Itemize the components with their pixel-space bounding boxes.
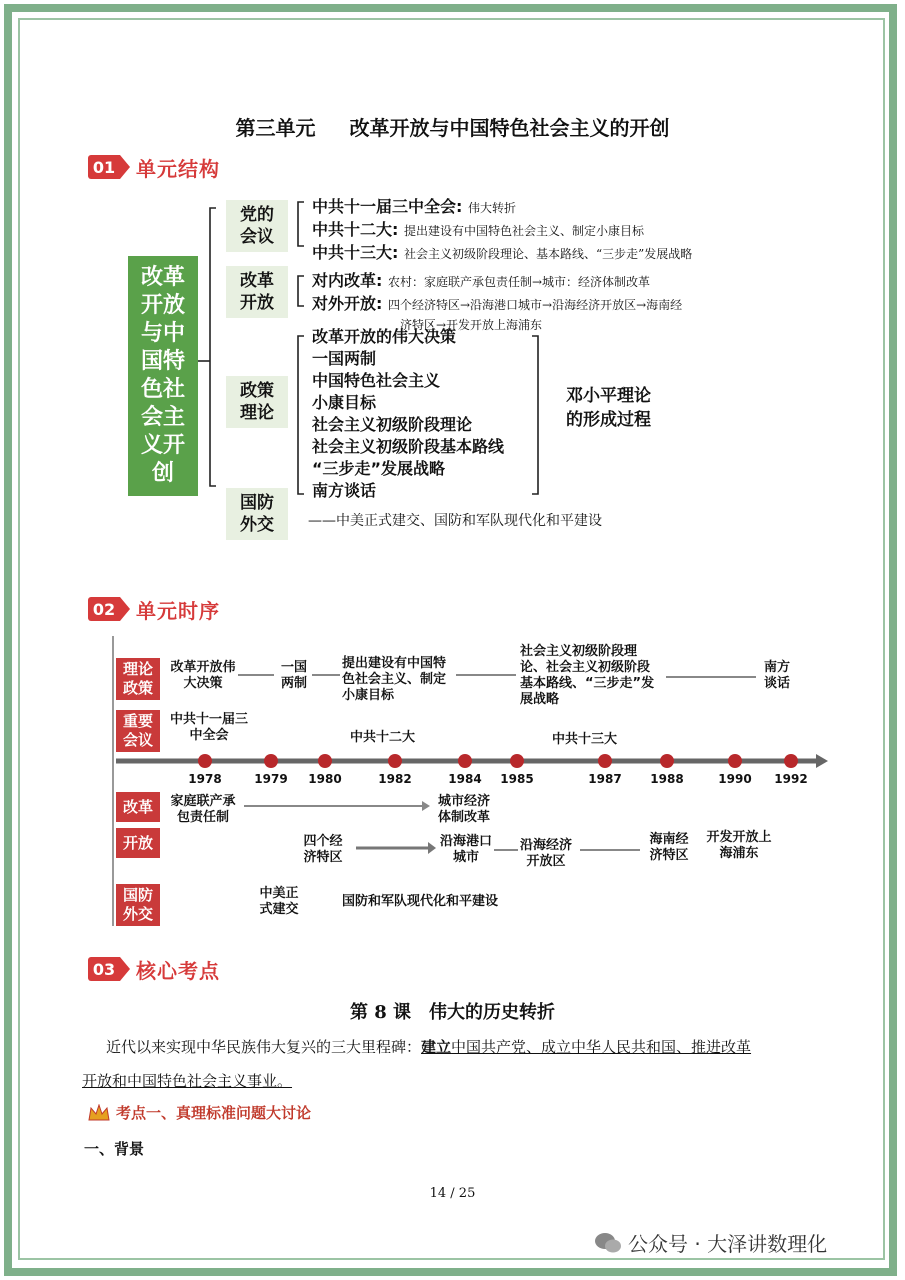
page-title <box>0 112 905 141</box>
year-label: 1979 <box>254 772 288 786</box>
list-item: 小康目标 <box>312 393 377 412</box>
timeline-event: 提出建设有中国特色社会主义、制定小康目标 <box>342 656 447 703</box>
year-marker <box>660 754 674 768</box>
reform-opening-list <box>312 270 682 334</box>
year-marker <box>784 754 798 768</box>
policy-theory-list <box>312 326 504 502</box>
year-label: 1984 <box>448 772 482 786</box>
section-header-structure <box>88 152 220 182</box>
timeline-event: 沿海港口城市 <box>440 834 493 865</box>
subheading-background: 一、背景 <box>84 1140 145 1158</box>
list-item: 南方谈话 <box>312 481 377 500</box>
year-marker <box>198 754 212 768</box>
year-marker <box>264 754 278 768</box>
year-marker <box>458 754 472 768</box>
section-label: 单元时序 <box>136 598 220 623</box>
section-number: 01 <box>88 155 120 179</box>
lesson-intro: 近代以来实现中华民族伟大复兴的三大里程碑：建立中国共产党、成立中华人民共和国、推进改革 开放和中国特色社会主义事业。 <box>82 1038 752 1090</box>
year-label: 1990 <box>718 772 752 786</box>
timeline-event: 中共十一届三中全会 <box>170 712 249 743</box>
timeline-row-theory: 理论政策 <box>116 658 160 700</box>
year-label: 1978 <box>188 772 222 786</box>
unit-number: 第三单元 <box>235 116 316 140</box>
year-label: 1988 <box>650 772 684 786</box>
year-marker <box>318 754 332 768</box>
arrow-right-icon <box>120 957 130 981</box>
watermark: 公众号 · 大泽讲数理化 <box>594 1228 827 1257</box>
list-item: 中共十一届三中全会: 伟大转折 <box>312 197 516 216</box>
timeline-row-reform: 改革 <box>116 792 160 822</box>
list-item: 社会主义初级阶段理论 <box>312 415 473 434</box>
timeline-left-rule <box>112 636 114 926</box>
category-reform-opening: 改革开放 <box>226 266 288 318</box>
timeline-event: 中共十三大 <box>552 732 618 747</box>
timeline-event: 沿海经济开放区 <box>519 838 572 869</box>
timeline-event: 国防和军队现代化和平建设 <box>342 894 499 909</box>
year-marker <box>598 754 612 768</box>
section-label: 单元结构 <box>136 156 220 181</box>
section-label: 核心考点 <box>136 958 220 983</box>
list-item: 改革开放的伟大决策 <box>312 327 457 346</box>
connector-line <box>580 849 640 851</box>
list-item: 对外开放: 四个经济特区→沿海港口城市→沿海经济开放区→海南经 <box>312 294 683 313</box>
timeline-row-meetings: 重要会议 <box>116 710 160 752</box>
section-number: 02 <box>88 597 120 621</box>
list-item: 对内改革: 农村：家庭联产承包责任制→城市：经济体制改革 <box>312 271 651 290</box>
lesson-title: 第 8 课 伟大的历史转折 <box>349 1002 556 1023</box>
list-item: 中共十二大: 提出建设有中国特色社会主义、制定小康目标 <box>312 220 644 239</box>
timeline-event: 城市经济体制改革 <box>437 794 490 825</box>
timeline-event: 家庭联产承包责任制 <box>170 794 236 825</box>
connector-line <box>312 674 340 676</box>
section-header-timeline <box>88 594 220 624</box>
policy-summary: 邓小平理论的形成过程 <box>566 386 651 430</box>
page-number: 14 / 25 <box>429 1186 476 1201</box>
year-label: 1985 <box>500 772 534 786</box>
arrow-right-icon <box>244 800 430 812</box>
timeline-event: 开发开放上海浦东 <box>706 830 772 861</box>
connector-line <box>238 674 274 676</box>
section-header-key-points <box>88 954 220 984</box>
year-marker <box>388 754 402 768</box>
category-policy-theory: 政策理论 <box>226 376 288 428</box>
timeline-event: 中共十二大 <box>350 730 416 745</box>
timeline-axis <box>116 752 828 772</box>
year-label: 1982 <box>378 772 412 786</box>
arrow-right-icon <box>120 155 130 179</box>
connector-line <box>666 676 756 678</box>
timeline-event: 海南经济特区 <box>649 832 689 863</box>
year-marker <box>728 754 742 768</box>
year-label: 1987 <box>588 772 622 786</box>
party-meetings-list <box>312 196 692 265</box>
list-item: 中共十三大: 社会主义初级阶段理论、基本路线、“三步走”发展战略 <box>312 243 693 262</box>
timeline-event: 改革开放伟大决策 <box>170 660 236 691</box>
list-item: “三步走”发展战略 <box>312 459 446 478</box>
list-item: 一国两制 <box>312 349 377 368</box>
arrow-right-icon <box>356 842 436 854</box>
arrow-right-icon <box>120 597 130 621</box>
timeline-event: 四个经济特区 <box>303 834 343 865</box>
unit-name: 改革开放与中国特色社会主义的开创 <box>349 116 670 140</box>
timeline-row-defense: 国防外交 <box>116 884 160 926</box>
timeline-event: 一国两制 <box>280 660 307 691</box>
timeline-event: 社会主义初级阶段理论、社会主义初级阶段基本路线、“三步走”发展战略 <box>520 644 655 707</box>
timeline-row-opening: 开放 <box>116 828 160 858</box>
list-item: 中国特色社会主义 <box>312 371 441 390</box>
section-number: 03 <box>88 957 120 981</box>
list-item: 社会主义初级阶段基本路线 <box>312 437 505 456</box>
structure-main-box: 改革开放与中国特色社会主义开创 <box>128 256 198 496</box>
list-item-continuation: 济特区→开发开放上海浦东 <box>400 318 543 332</box>
timeline-event: 中美正式建交 <box>259 886 299 917</box>
timeline-event: 南方谈话 <box>763 660 790 691</box>
category-defense-diplomacy: 国防外交 <box>226 488 288 540</box>
year-label: 1992 <box>774 772 808 786</box>
category-party-meetings: 党的会议 <box>226 200 288 252</box>
key-point-heading: 考点一、真理标准问题大讨论 <box>88 1102 311 1123</box>
wechat-icon <box>594 1231 622 1255</box>
defense-description: ——中美正式建交、国防和军队现代化和平建设 <box>308 513 602 529</box>
year-label: 1980 <box>308 772 342 786</box>
year-marker <box>510 754 524 768</box>
crown-icon <box>88 1104 110 1122</box>
connector-line <box>456 674 516 676</box>
